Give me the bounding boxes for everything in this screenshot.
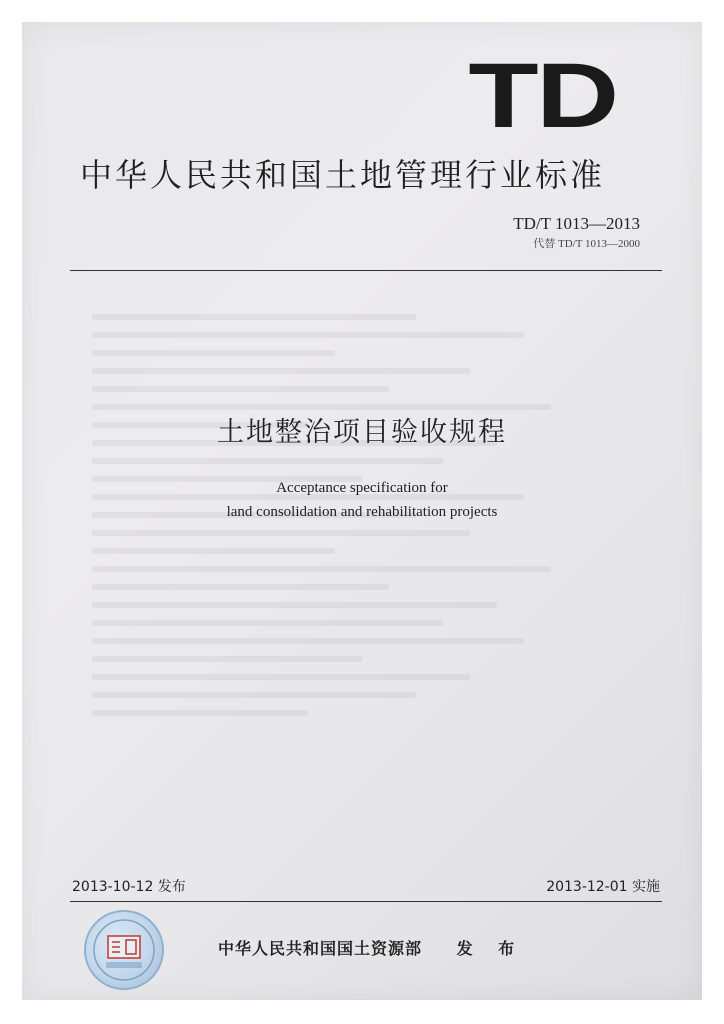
- replaces-note: 代替 TD/T 1013—2000: [533, 238, 640, 250]
- document-title-en-line1: Acceptance specification for: [276, 480, 448, 496]
- standard-code: TD/T 1013—2013: [513, 214, 640, 233]
- publisher-name: 中华人民共和国国土资源部: [218, 939, 423, 958]
- publish-verb: 发 布: [456, 939, 525, 958]
- td-logo: TD: [468, 45, 617, 147]
- bottom-divider: [70, 901, 662, 902]
- document-title-en: [22, 476, 702, 524]
- implement-date: 2013-12-01 实施: [546, 879, 660, 895]
- publisher-line: [218, 936, 524, 959]
- top-divider: [70, 270, 662, 271]
- document-title-cn: 土地整治项目验收规程: [217, 417, 507, 448]
- standard-code-block: [513, 214, 640, 251]
- document-cover: [22, 22, 702, 1000]
- ministry-seal-icon: [84, 910, 164, 990]
- document-title-en-line2: land consolidation and rehabilitation projects: [226, 504, 498, 520]
- issue-date: 2013-10-12 发布: [72, 879, 186, 895]
- standard-title: 中华人民共和国土地管理行业标准: [80, 156, 606, 194]
- show-through-text: [92, 302, 632, 882]
